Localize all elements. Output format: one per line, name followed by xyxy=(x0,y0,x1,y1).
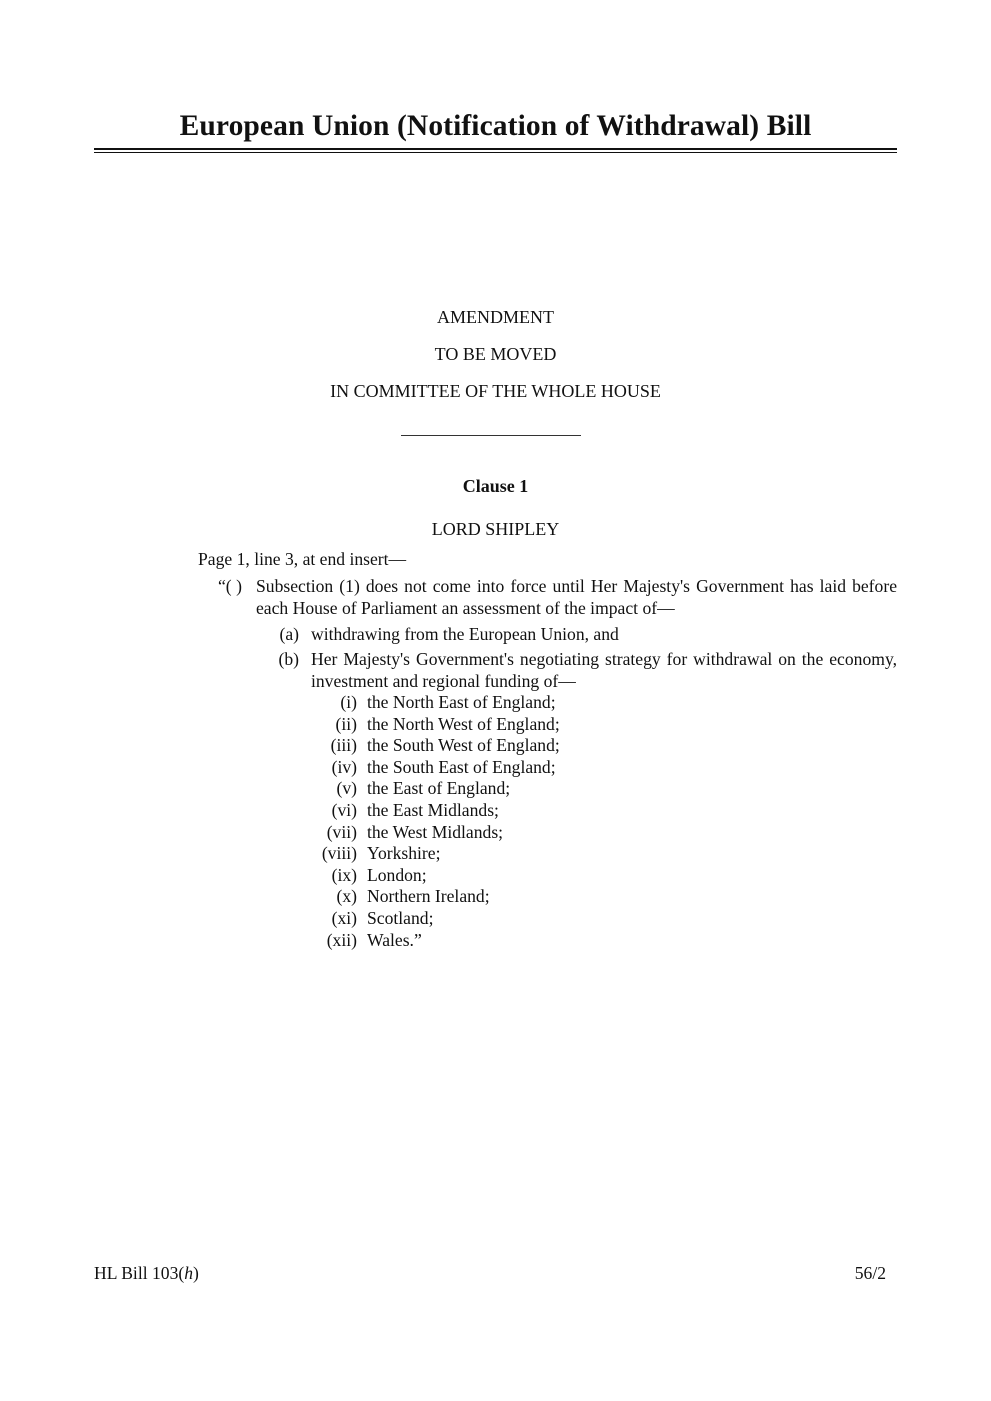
item-number: (xii) xyxy=(326,929,357,950)
item-number: (i) xyxy=(340,692,357,712)
clause-heading: Clause 1 xyxy=(462,476,529,496)
item-text: the North West of England; xyxy=(367,713,560,734)
list-item xyxy=(300,778,560,800)
item-number: (x) xyxy=(336,886,357,907)
list-item xyxy=(300,714,560,736)
bill-ref-prefix: HL Bill 103( xyxy=(94,1263,185,1283)
item-text: the South East of England; xyxy=(367,756,556,777)
item-text: the East Midlands; xyxy=(367,799,499,820)
item-text: London; xyxy=(367,864,427,885)
bill-title: European Union (Notification of Withdrawal) Bill xyxy=(179,110,812,142)
item-text: Northern Ireland; xyxy=(367,886,490,907)
item-text: Yorkshire; xyxy=(367,843,441,864)
item-number: (iii) xyxy=(330,735,357,756)
mover-name: LORD SHIPLEY xyxy=(431,519,560,539)
list-item xyxy=(300,822,560,844)
item-text: Wales.” xyxy=(367,929,422,950)
item-text: the South West of England; xyxy=(367,735,560,756)
subsection-open-label: “( ) xyxy=(218,576,242,596)
para-b-text: Her Majesty's Government's negotiating strategy for withdrawal on the economy, investment and regional funding of— xyxy=(311,649,897,691)
bill-reference xyxy=(94,1263,199,1284)
item-number: (xi) xyxy=(331,907,357,928)
region-list xyxy=(300,692,560,951)
heading-to-be-moved: TO BE MOVED xyxy=(434,344,557,364)
item-number: (v) xyxy=(336,778,357,799)
item-number: (vi) xyxy=(331,799,357,820)
title-rule-thick xyxy=(94,148,897,150)
item-number: (ix) xyxy=(331,864,357,885)
para-b-label: (b) xyxy=(278,649,299,669)
item-text: the North East of England; xyxy=(367,692,556,712)
list-item xyxy=(300,930,560,952)
para-a-label: (a) xyxy=(279,624,299,644)
item-number: (ii) xyxy=(335,713,357,734)
list-item xyxy=(300,757,560,779)
heading-amendment: AMENDMENT xyxy=(437,307,554,327)
list-item xyxy=(300,843,560,865)
subsection-text: Subsection (1) does not come into force until Her Majesty's Government has laid before each House of Parliament an assessment of the impact of— xyxy=(256,576,897,618)
list-item xyxy=(300,735,560,757)
page-reference: 56/2 xyxy=(854,1263,886,1283)
item-text: the East of England; xyxy=(367,778,511,799)
list-item xyxy=(300,800,560,822)
para-a-text: withdrawing from the European Union, and xyxy=(311,624,619,644)
list-item xyxy=(300,865,560,887)
item-text: Scotland; xyxy=(367,907,434,928)
section-divider xyxy=(401,435,581,436)
item-number: (viii) xyxy=(321,843,357,864)
list-item xyxy=(300,886,560,908)
bill-ref-italic: h xyxy=(184,1263,194,1283)
list-item xyxy=(300,692,560,714)
bill-ref-suffix: ) xyxy=(193,1263,199,1283)
title-rule-thin xyxy=(94,152,897,153)
list-item xyxy=(300,908,560,930)
item-text: the West Midlands; xyxy=(367,821,504,842)
item-number: (vii) xyxy=(326,821,357,842)
heading-committee: IN COMMITTEE OF THE WHOLE HOUSE xyxy=(330,381,661,401)
amendment-instruction: Page 1, line 3, at end insert— xyxy=(198,549,407,569)
item-number: (iv) xyxy=(331,756,357,777)
